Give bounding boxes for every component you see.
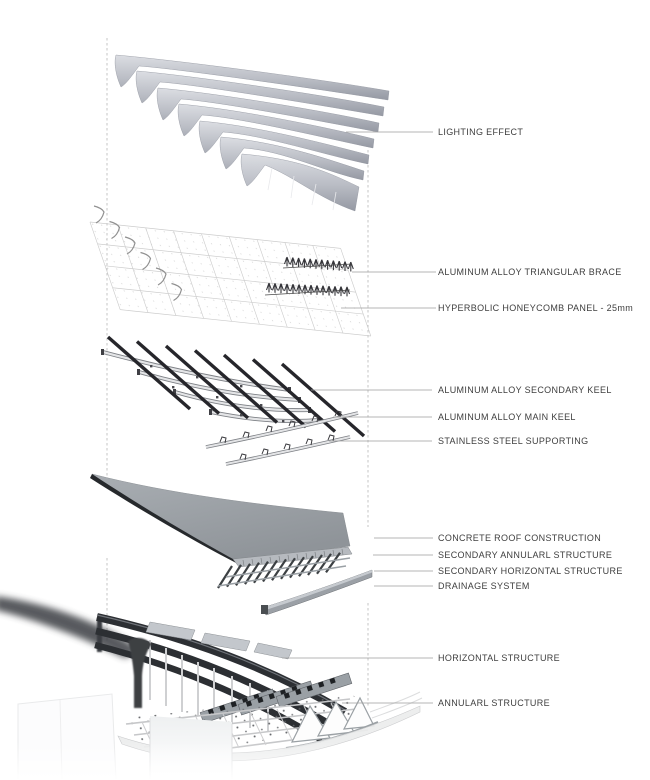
- callout-label-horizontal-structure: HORIZONTAL STRUCTURE: [438, 653, 561, 663]
- callout-label-concrete-roof: CONCRETE ROOF CONSTRUCTION: [438, 533, 602, 543]
- callout-label-lighting-effect: LIGHTING EFFECT: [438, 127, 524, 137]
- louver-panel-wide: [241, 154, 359, 211]
- honeycomb-grid: [90, 222, 371, 336]
- callout-label-secondary-horizontal: SECONDARY HORIZONTAL STRUCTURE: [438, 566, 623, 576]
- layer-lighting-effect-illustration: [115, 55, 389, 211]
- layer-concrete-roof-illustration: [90, 474, 372, 615]
- leader-lines: [282, 132, 436, 703]
- layer-main-structure-illustration: [0, 596, 650, 780]
- layer-keel-illustration: [101, 337, 364, 464]
- callout-label-honeycomb-panel: HYPERBOLIC HONEYCOMB PANEL - 25mm: [438, 303, 634, 313]
- bottom-fade: [0, 742, 650, 780]
- support-column: [128, 638, 152, 708]
- callout-label-stainless-supporting: STAINLESS STEEL SUPPORTING: [438, 436, 589, 446]
- concrete-slab-surface: [92, 474, 350, 559]
- callout-label-secondary-keel: ALUMINUM ALLOY SECONDARY KEEL: [438, 385, 612, 395]
- callout-label-drainage-system: DRAINAGE SYSTEM: [438, 581, 530, 591]
- callout-label-main-keel: ALUMINUM ALLOY MAIN KEEL: [438, 412, 576, 422]
- callout-label-triangular-brace: ALUMINUM ALLOY TRIANGULAR BRACE: [438, 267, 622, 277]
- callout-label-secondary-annular: SECONDARY ANNULARL STRUCTURE: [438, 550, 613, 560]
- layer-honeycomb-panel-illustration: [90, 206, 371, 336]
- callout-label-annular-structure: ANNULARL STRUCTURE: [438, 698, 550, 708]
